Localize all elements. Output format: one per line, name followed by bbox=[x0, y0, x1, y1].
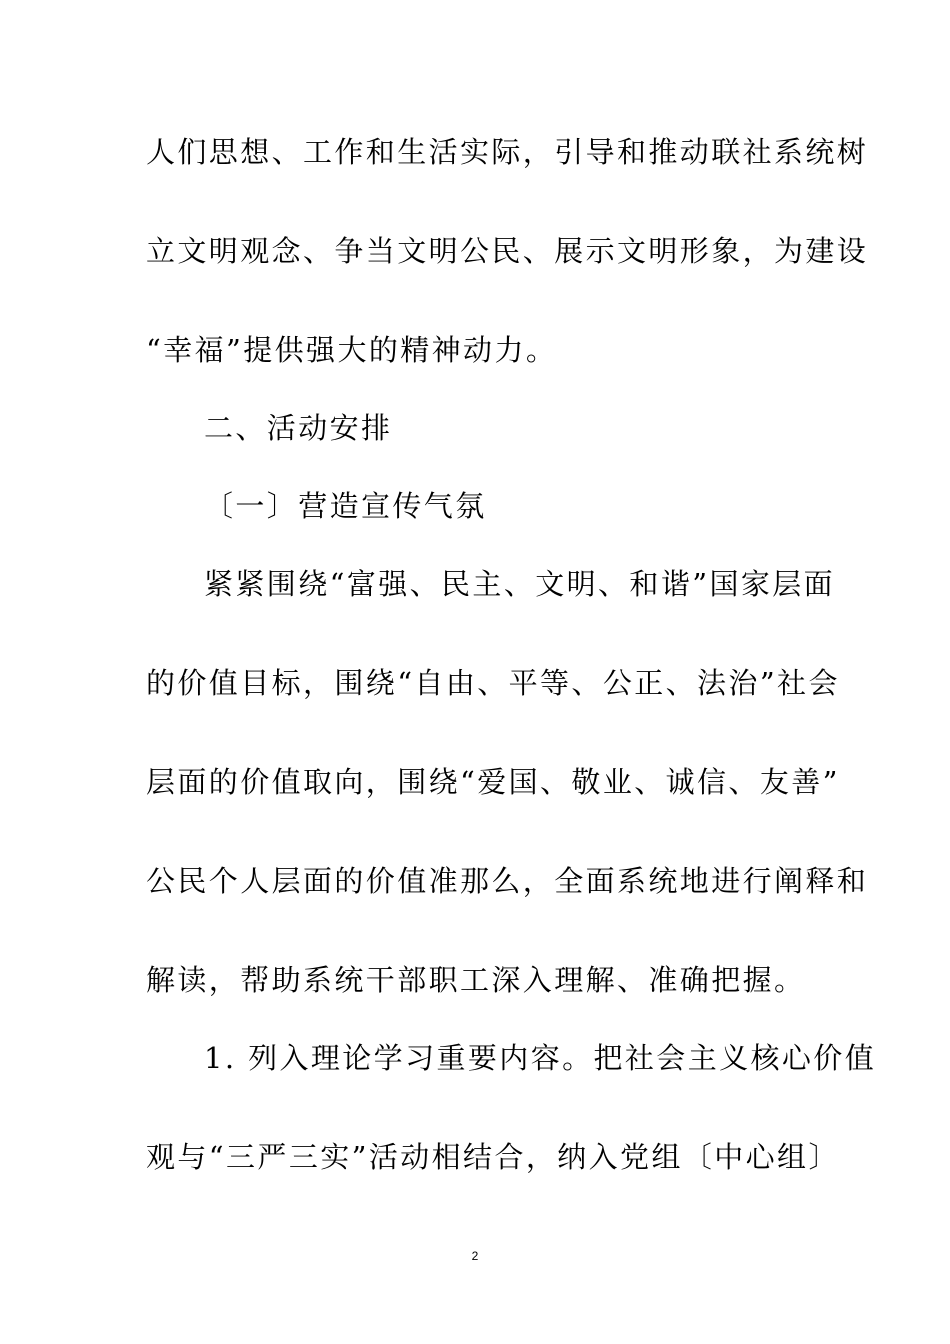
body-text-line: “幸福”提供强大的精神动力。 bbox=[146, 333, 558, 367]
body-text-line: 观与“三严三实”活动相结合，纳入党组〔中心组〕 bbox=[146, 1140, 840, 1174]
body-text-line: 紧紧围绕“富强、民主、文明、和谐”国家层面 bbox=[204, 567, 836, 601]
body-text-line: 解读，帮助系统干部职工深入理解、准确把握。 bbox=[146, 963, 806, 997]
numbered-item-text: 1. 列入理论学习重要内容。把社会主义核心价值 bbox=[204, 1041, 877, 1075]
body-text-line: 人们思想、工作和生活实际，引导和推动联社系统树 bbox=[146, 135, 869, 169]
section-heading: 二、活动安排 bbox=[204, 411, 393, 445]
body-text-line: 层面的价值取向，围绕“爱国、敬业、诚信、友善” bbox=[146, 765, 840, 799]
body-text-line: 立文明观念、争当文明公民、展示文明形象，为建设 bbox=[146, 234, 869, 268]
body-text-line: 的价值目标，围绕“自由、平等、公正、法治”社会 bbox=[146, 666, 840, 700]
page-number: 2 bbox=[471, 1249, 479, 1263]
subsection-heading: 〔一〕营造宣传气氛 bbox=[204, 489, 487, 523]
body-text-line: 公民个人层面的价值准那么，全面系统地进行阐释和 bbox=[146, 864, 869, 898]
